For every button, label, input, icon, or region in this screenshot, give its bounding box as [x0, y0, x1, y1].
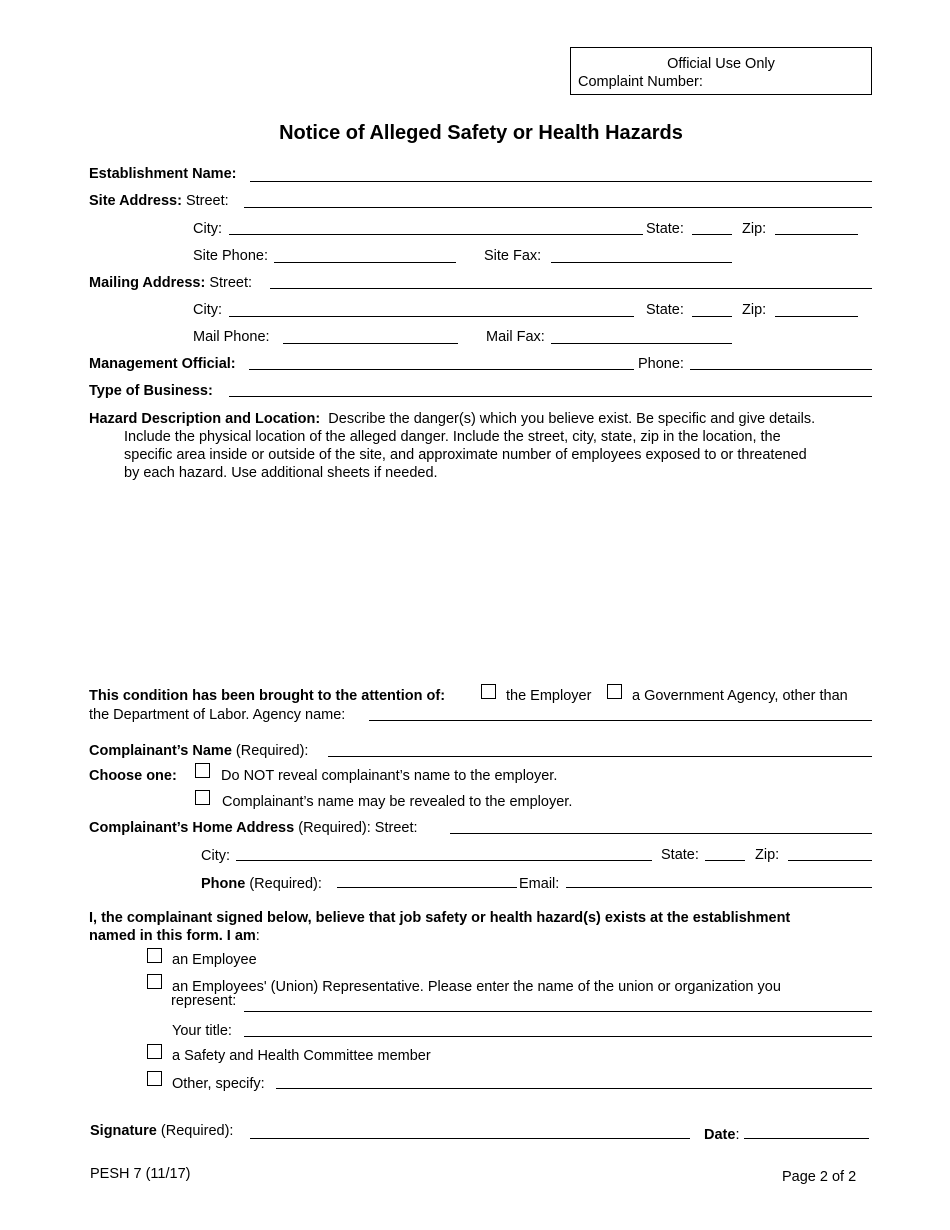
- home-street-field[interactable]: [450, 833, 872, 834]
- statement-line-2-row: [89, 927, 260, 945]
- mailing-address-label: Mailing Address:: [89, 275, 206, 291]
- other-label: Other, specify:: [172, 1076, 265, 1092]
- agency-name-label: the Department of Labor. Agency name:: [89, 707, 346, 723]
- home-city-field[interactable]: [236, 860, 652, 861]
- other-specify-field[interactable]: [276, 1088, 872, 1089]
- management-phone-field[interactable]: [690, 369, 872, 370]
- page-number: Page 2 of 2: [782, 1169, 857, 1185]
- choose-one-label: Choose one:: [89, 768, 177, 784]
- may-reveal-checkbox[interactable]: [195, 790, 210, 805]
- mail-phone-field[interactable]: [283, 343, 458, 344]
- hazard-line-2: Include the physical location of the alleged danger. Include the street, city, state, zip in the location, the: [124, 429, 781, 445]
- hazard-line-4: by each hazard. Use additional sheets if needed.: [124, 465, 438, 481]
- hazard-description-instructions: [89, 410, 879, 482]
- home-address-row: [89, 819, 418, 837]
- site-state-field[interactable]: [692, 234, 732, 235]
- site-street-field[interactable]: [244, 207, 872, 208]
- mail-city-field[interactable]: [229, 316, 634, 317]
- home-address-label: Complainant’s Home Address: [89, 820, 295, 836]
- no-reveal-label: Do NOT reveal complainant’s name to the employer.: [221, 768, 558, 784]
- agency-checkbox[interactable]: [607, 684, 622, 699]
- home-state-label: State:: [661, 847, 699, 863]
- signature-label: Signature: [90, 1123, 157, 1139]
- your-title-label: Your title:: [172, 1023, 232, 1039]
- your-title-field[interactable]: [244, 1036, 872, 1037]
- establishment-name-label: Establishment Name:: [89, 166, 237, 182]
- home-zip-field[interactable]: [788, 860, 872, 861]
- type-of-business-field[interactable]: [229, 396, 872, 397]
- site-address-label: Site Address:: [89, 193, 182, 209]
- home-phone-row: [201, 875, 322, 893]
- site-zip-label: Zip:: [742, 221, 767, 237]
- other-checkbox[interactable]: [147, 1071, 162, 1086]
- site-city-field[interactable]: [229, 234, 643, 235]
- site-street-label: Street:: [185, 193, 229, 209]
- complaint-number-label: Complaint Number:: [578, 74, 703, 90]
- management-phone-label: Phone:: [638, 356, 684, 372]
- official-use-box: [570, 47, 872, 95]
- type-of-business-label: Type of Business:: [89, 383, 213, 399]
- mail-fax-label: Mail Fax:: [486, 329, 545, 345]
- email-label: Email:: [519, 876, 560, 892]
- date-row: [704, 1126, 739, 1144]
- date-colon: :: [735, 1127, 740, 1143]
- agency-option-label: a Government Agency, other than: [632, 688, 848, 704]
- mail-state-label: State:: [646, 302, 684, 318]
- management-official-label: Management Official:: [89, 356, 236, 372]
- mail-zip-label: Zip:: [742, 302, 767, 318]
- agency-name-field[interactable]: [369, 720, 872, 721]
- establishment-name-field[interactable]: [250, 181, 872, 182]
- home-phone-required: (Required):: [249, 876, 322, 892]
- date-field[interactable]: [744, 1138, 869, 1139]
- home-city-label: City:: [201, 848, 230, 864]
- mail-street-field[interactable]: [270, 288, 872, 289]
- site-city-label: City:: [193, 221, 222, 237]
- home-phone-field[interactable]: [337, 887, 517, 888]
- may-reveal-label: Complainant’s name may be revealed to the employer.: [222, 794, 573, 810]
- site-phone-label: Site Phone:: [193, 248, 268, 264]
- employer-option-label: the Employer: [506, 688, 592, 704]
- union-rep-checkbox[interactable]: [147, 974, 162, 989]
- email-field[interactable]: [566, 887, 872, 888]
- hazard-line-1: Describe the danger(s) which you believe exist. Be specific and give details.: [328, 411, 816, 427]
- complainant-name-field[interactable]: [328, 756, 872, 757]
- attention-label: This condition has been brought to the attention of:: [89, 688, 446, 704]
- hazard-label: Hazard Description and Location:: [89, 411, 321, 427]
- union-name-field[interactable]: [244, 1011, 872, 1012]
- site-fax-field[interactable]: [551, 262, 732, 263]
- form-title: Notice of Alleged Safety or Health Hazards: [279, 122, 683, 144]
- site-address-row: [89, 192, 229, 210]
- statement-colon: :: [255, 928, 260, 944]
- site-phone-field[interactable]: [274, 262, 456, 263]
- committee-checkbox[interactable]: [147, 1044, 162, 1059]
- home-zip-label: Zip:: [755, 847, 780, 863]
- signature-field[interactable]: [250, 1138, 690, 1139]
- form-id: PESH 7 (11/17): [90, 1166, 191, 1182]
- mail-street-label: Street:: [209, 275, 253, 291]
- signature-row: [90, 1122, 233, 1140]
- no-reveal-checkbox[interactable]: [195, 763, 210, 778]
- statement-line-1: I, the complainant signed below, believe that job safety or health hazard(s) exists at the establishment: [89, 910, 791, 926]
- site-state-label: State:: [646, 221, 684, 237]
- mail-zip-field[interactable]: [775, 316, 858, 317]
- complainant-name-row: [89, 742, 308, 760]
- represent-label: represent:: [171, 993, 237, 1009]
- management-official-field[interactable]: [249, 369, 634, 370]
- signature-required: (Required):: [160, 1123, 234, 1139]
- employer-checkbox[interactable]: [481, 684, 496, 699]
- mail-fax-field[interactable]: [551, 343, 732, 344]
- mail-phone-label: Mail Phone:: [193, 329, 270, 345]
- mail-city-label: City:: [193, 302, 222, 318]
- statement-line-2: named in this form. I am: [89, 928, 256, 944]
- committee-label: a Safety and Health Committee member: [172, 1048, 431, 1064]
- mailing-address-row: [89, 274, 252, 292]
- complainant-name-required: (Required):: [235, 743, 309, 759]
- employee-checkbox[interactable]: [147, 948, 162, 963]
- site-zip-field[interactable]: [775, 234, 858, 235]
- union-rep-label: an Employees' (Union) Representative. Please enter the name of the union or organization you: [172, 979, 781, 995]
- hazard-line-3: specific area inside or outside of the site, and approximate number of employees exposed to or threatened: [124, 447, 807, 463]
- site-fax-label: Site Fax:: [484, 248, 542, 264]
- employee-label: an Employee: [172, 952, 257, 968]
- mail-state-field[interactable]: [692, 316, 732, 317]
- complainant-name-label: Complainant’s Name: [89, 743, 232, 759]
- home-phone-label: Phone: [201, 876, 246, 892]
- home-address-required: (Required): Street:: [298, 820, 418, 836]
- official-use-title: Official Use Only: [667, 56, 775, 72]
- date-label: Date: [704, 1127, 736, 1143]
- hazard-description-area[interactable]: [89, 490, 872, 670]
- home-state-field[interactable]: [705, 860, 745, 861]
